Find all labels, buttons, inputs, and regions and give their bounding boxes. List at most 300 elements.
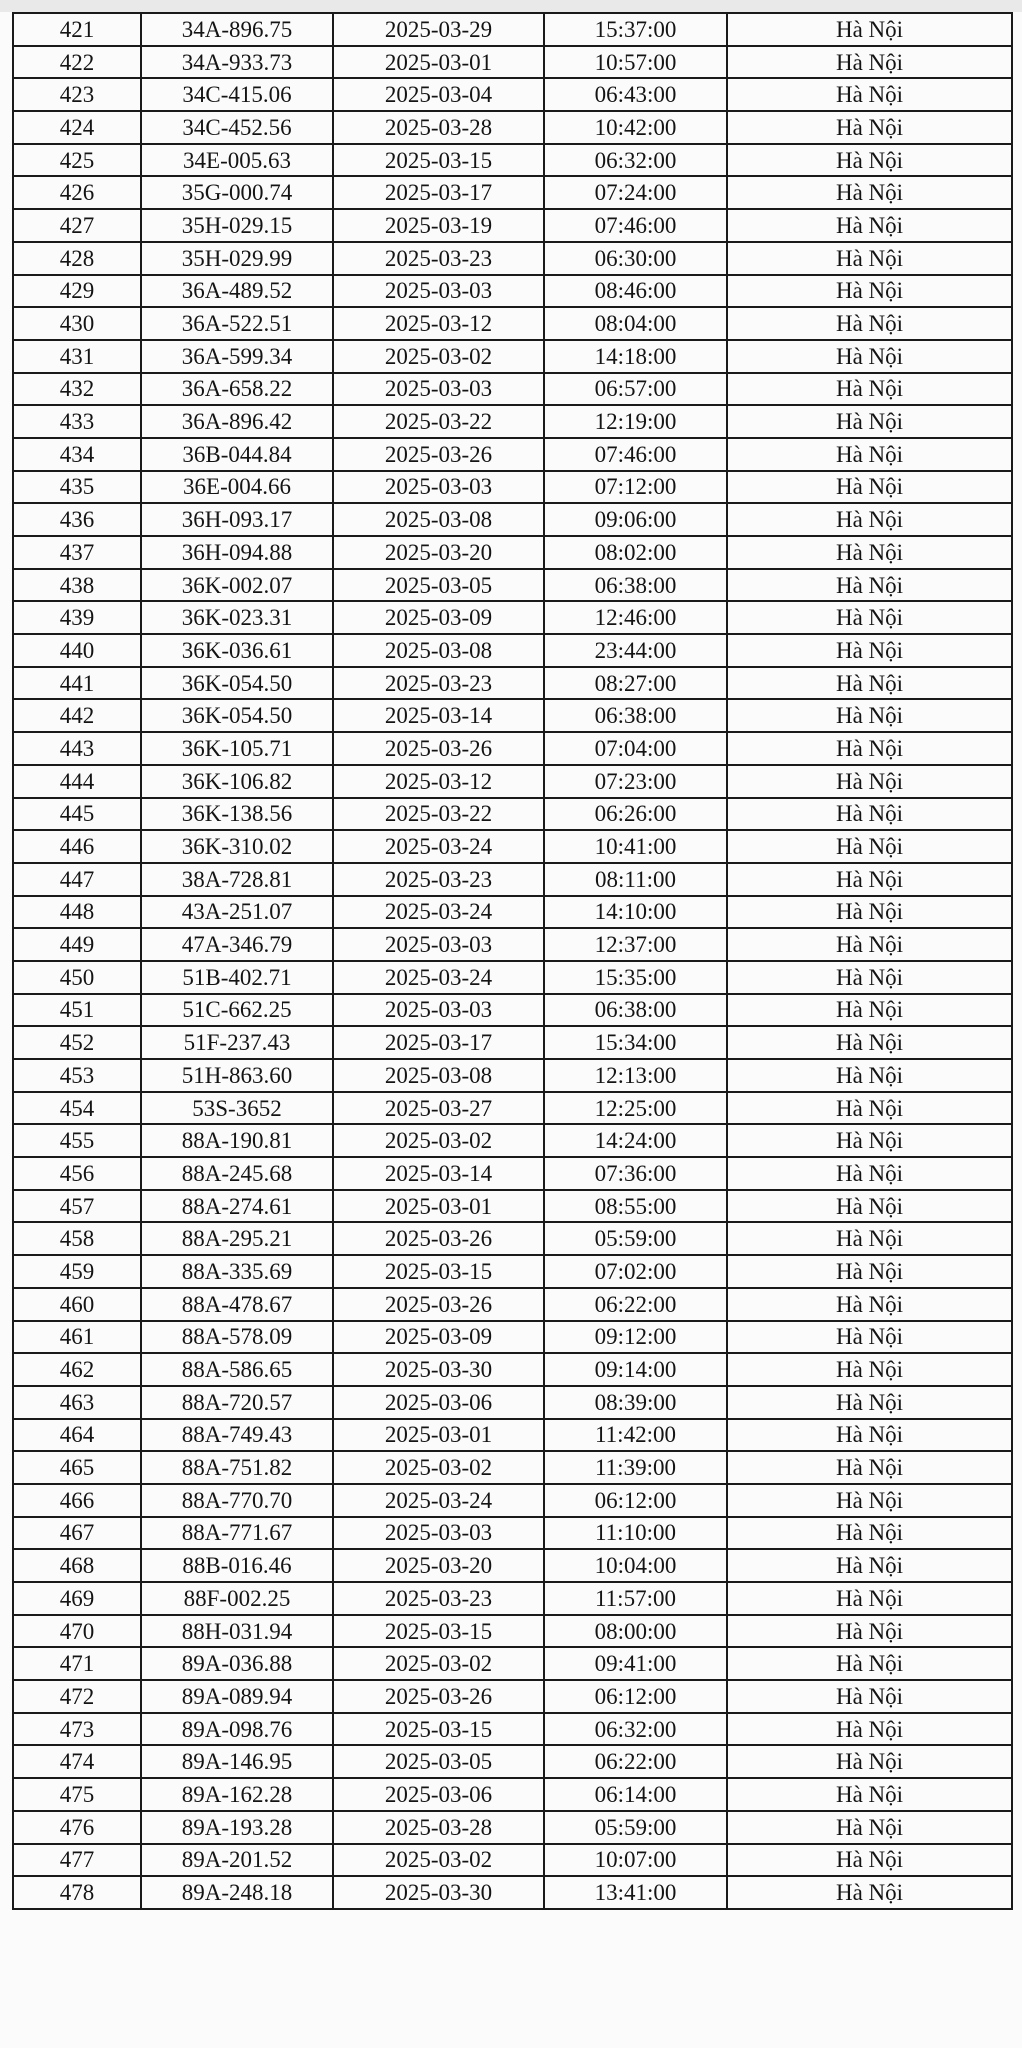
- license-plate-cell: 88B-016.46: [141, 1549, 333, 1582]
- license-plate-cell: 36K-023.31: [141, 601, 333, 634]
- license-plate-cell: 88A-586.65: [141, 1353, 333, 1386]
- location-cell: Hà Nội: [727, 1680, 1012, 1713]
- date-cell: 2025-03-15: [333, 1255, 544, 1288]
- license-plate-cell: 36K-105.71: [141, 732, 333, 765]
- time-cell: 07:46:00: [544, 209, 727, 242]
- table-row: [13, 471, 1012, 504]
- date-cell: 2025-03-30: [333, 1876, 544, 1909]
- time-cell: 10:41:00: [544, 830, 727, 863]
- table-row: [13, 503, 1012, 536]
- table-row: [13, 1745, 1012, 1778]
- date-cell: 2025-03-26: [333, 1680, 544, 1713]
- license-plate-cell: 36H-094.88: [141, 536, 333, 569]
- table-row: [13, 1615, 1012, 1648]
- table-row: [13, 1778, 1012, 1811]
- location-cell: Hà Nội: [727, 667, 1012, 700]
- date-cell: 2025-03-15: [333, 1713, 544, 1746]
- license-plate-cell: 88A-720.57: [141, 1386, 333, 1419]
- time-cell: 10:04:00: [544, 1549, 727, 1582]
- table-row: [13, 1680, 1012, 1713]
- date-cell: 2025-03-22: [333, 798, 544, 831]
- location-cell: Hà Nội: [727, 438, 1012, 471]
- date-cell: 2025-03-15: [333, 144, 544, 177]
- time-cell: 12:46:00: [544, 601, 727, 634]
- time-cell: 06:43:00: [544, 78, 727, 111]
- time-cell: 14:24:00: [544, 1124, 727, 1157]
- table-row: [13, 405, 1012, 438]
- location-cell: Hà Nội: [727, 699, 1012, 732]
- time-cell: 06:26:00: [544, 798, 727, 831]
- license-plate-cell: 36K-002.07: [141, 569, 333, 602]
- license-plate-cell: 88F-002.25: [141, 1582, 333, 1615]
- location-cell: Hà Nội: [727, 634, 1012, 667]
- table-row: [13, 732, 1012, 765]
- table-row: [13, 1157, 1012, 1190]
- location-cell: Hà Nội: [727, 896, 1012, 929]
- row-number-cell: 450: [13, 961, 141, 994]
- table-row: [13, 569, 1012, 602]
- license-plate-cell: 36A-896.42: [141, 405, 333, 438]
- date-cell: 2025-03-08: [333, 503, 544, 536]
- row-number-cell: 445: [13, 798, 141, 831]
- location-cell: Hà Nội: [727, 961, 1012, 994]
- row-number-cell: 439: [13, 601, 141, 634]
- row-number-cell: 423: [13, 78, 141, 111]
- row-number-cell: 442: [13, 699, 141, 732]
- time-cell: 08:00:00: [544, 1615, 727, 1648]
- location-cell: Hà Nội: [727, 1092, 1012, 1125]
- table-row: [13, 307, 1012, 340]
- time-cell: 06:12:00: [544, 1484, 727, 1517]
- date-cell: 2025-03-12: [333, 307, 544, 340]
- row-number-cell: 429: [13, 275, 141, 308]
- date-cell: 2025-03-20: [333, 536, 544, 569]
- row-number-cell: 459: [13, 1255, 141, 1288]
- license-plate-cell: 35G-000.74: [141, 176, 333, 209]
- time-cell: 06:38:00: [544, 994, 727, 1027]
- time-cell: 15:34:00: [544, 1026, 727, 1059]
- location-cell: Hà Nội: [727, 1549, 1012, 1582]
- time-cell: 07:36:00: [544, 1157, 727, 1190]
- time-cell: 06:14:00: [544, 1778, 727, 1811]
- table-row: [13, 1059, 1012, 1092]
- date-cell: 2025-03-03: [333, 1517, 544, 1550]
- table-row: [13, 830, 1012, 863]
- location-cell: Hà Nội: [727, 209, 1012, 242]
- time-cell: 23:44:00: [544, 634, 727, 667]
- table-row: [13, 765, 1012, 798]
- row-number-cell: 467: [13, 1517, 141, 1550]
- license-plate-cell: 89A-098.76: [141, 1713, 333, 1746]
- table-row: [13, 1517, 1012, 1550]
- date-cell: 2025-03-24: [333, 1484, 544, 1517]
- location-cell: Hà Nội: [727, 1124, 1012, 1157]
- row-number-cell: 466: [13, 1484, 141, 1517]
- table-row: [13, 46, 1012, 79]
- location-cell: Hà Nội: [727, 1321, 1012, 1354]
- row-number-cell: 472: [13, 1680, 141, 1713]
- license-plate-cell: 89A-146.95: [141, 1745, 333, 1778]
- row-number-cell: 478: [13, 1876, 141, 1909]
- license-plate-cell: 88A-295.21: [141, 1222, 333, 1255]
- time-cell: 09:41:00: [544, 1647, 727, 1680]
- violation-table: [12, 12, 1013, 1910]
- time-cell: 08:04:00: [544, 307, 727, 340]
- row-number-cell: 448: [13, 896, 141, 929]
- row-number-cell: 432: [13, 373, 141, 406]
- row-number-cell: 434: [13, 438, 141, 471]
- location-cell: Hà Nội: [727, 503, 1012, 536]
- table-row: [13, 667, 1012, 700]
- table-row: [13, 1549, 1012, 1582]
- table-row: [13, 373, 1012, 406]
- time-cell: 08:46:00: [544, 275, 727, 308]
- location-cell: Hà Nội: [727, 765, 1012, 798]
- row-number-cell: 424: [13, 111, 141, 144]
- row-number-cell: 453: [13, 1059, 141, 1092]
- date-cell: 2025-03-15: [333, 1615, 544, 1648]
- row-number-cell: 470: [13, 1615, 141, 1648]
- row-number-cell: 427: [13, 209, 141, 242]
- license-plate-cell: 88A-751.82: [141, 1451, 333, 1484]
- table-row: [13, 994, 1012, 1027]
- time-cell: 07:02:00: [544, 1255, 727, 1288]
- date-cell: 2025-03-02: [333, 1844, 544, 1877]
- location-cell: Hà Nội: [727, 1386, 1012, 1419]
- license-plate-cell: 47A-346.79: [141, 928, 333, 961]
- license-plate-cell: 35H-029.99: [141, 242, 333, 275]
- location-cell: Hà Nội: [727, 307, 1012, 340]
- location-cell: Hà Nội: [727, 46, 1012, 79]
- row-number-cell: 444: [13, 765, 141, 798]
- location-cell: Hà Nội: [727, 1615, 1012, 1648]
- time-cell: 10:07:00: [544, 1844, 727, 1877]
- row-number-cell: 455: [13, 1124, 141, 1157]
- date-cell: 2025-03-02: [333, 1647, 544, 1680]
- location-cell: Hà Nội: [727, 176, 1012, 209]
- time-cell: 06:22:00: [544, 1745, 727, 1778]
- license-plate-cell: 36E-004.66: [141, 471, 333, 504]
- time-cell: 11:39:00: [544, 1451, 727, 1484]
- row-number-cell: 456: [13, 1157, 141, 1190]
- location-cell: Hà Nội: [727, 1157, 1012, 1190]
- row-number-cell: 425: [13, 144, 141, 177]
- table-row: [13, 1190, 1012, 1223]
- location-cell: Hà Nội: [727, 340, 1012, 373]
- license-plate-cell: 51B-402.71: [141, 961, 333, 994]
- location-cell: Hà Nội: [727, 1745, 1012, 1778]
- time-cell: 11:42:00: [544, 1419, 727, 1452]
- location-cell: Hà Nội: [727, 242, 1012, 275]
- location-cell: Hà Nội: [727, 1713, 1012, 1746]
- table-row: [13, 1255, 1012, 1288]
- license-plate-cell: 36K-054.50: [141, 699, 333, 732]
- row-number-cell: 428: [13, 242, 141, 275]
- date-cell: 2025-03-03: [333, 928, 544, 961]
- location-cell: Hà Nội: [727, 111, 1012, 144]
- location-cell: Hà Nội: [727, 1582, 1012, 1615]
- location-cell: Hà Nội: [727, 1484, 1012, 1517]
- time-cell: 06:38:00: [544, 699, 727, 732]
- license-plate-cell: 51F-237.43: [141, 1026, 333, 1059]
- row-number-cell: 454: [13, 1092, 141, 1125]
- license-plate-cell: 88A-335.69: [141, 1255, 333, 1288]
- license-plate-cell: 51C-662.25: [141, 994, 333, 1027]
- license-plate-cell: 36A-658.22: [141, 373, 333, 406]
- time-cell: 08:27:00: [544, 667, 727, 700]
- license-plate-cell: 89A-193.28: [141, 1811, 333, 1844]
- location-cell: Hà Nội: [727, 1876, 1012, 1909]
- table-row: [13, 536, 1012, 569]
- date-cell: 2025-03-22: [333, 405, 544, 438]
- table-row: [13, 634, 1012, 667]
- table-row: [13, 209, 1012, 242]
- date-cell: 2025-03-24: [333, 961, 544, 994]
- row-number-cell: 440: [13, 634, 141, 667]
- location-cell: Hà Nội: [727, 1517, 1012, 1550]
- date-cell: 2025-03-12: [333, 765, 544, 798]
- time-cell: 13:41:00: [544, 1876, 727, 1909]
- date-cell: 2025-03-27: [333, 1092, 544, 1125]
- table-row: [13, 601, 1012, 634]
- table-row: [13, 1811, 1012, 1844]
- license-plate-cell: 88A-578.09: [141, 1321, 333, 1354]
- table-row: [13, 896, 1012, 929]
- license-plate-cell: 36K-138.56: [141, 798, 333, 831]
- location-cell: Hà Nội: [727, 601, 1012, 634]
- row-number-cell: 465: [13, 1451, 141, 1484]
- license-plate-cell: 34E-005.63: [141, 144, 333, 177]
- time-cell: 09:14:00: [544, 1353, 727, 1386]
- location-cell: Hà Nội: [727, 863, 1012, 896]
- table-row: [13, 1353, 1012, 1386]
- date-cell: 2025-03-05: [333, 1745, 544, 1778]
- license-plate-cell: 53S-3652: [141, 1092, 333, 1125]
- location-cell: Hà Nội: [727, 830, 1012, 863]
- date-cell: 2025-03-14: [333, 699, 544, 732]
- date-cell: 2025-03-24: [333, 896, 544, 929]
- location-cell: Hà Nội: [727, 1059, 1012, 1092]
- location-cell: Hà Nội: [727, 732, 1012, 765]
- date-cell: 2025-03-08: [333, 1059, 544, 1092]
- table-row: [13, 242, 1012, 275]
- date-cell: 2025-03-19: [333, 209, 544, 242]
- license-plate-cell: 36A-522.51: [141, 307, 333, 340]
- time-cell: 10:57:00: [544, 46, 727, 79]
- date-cell: 2025-03-23: [333, 863, 544, 896]
- license-plate-cell: 88A-771.67: [141, 1517, 333, 1550]
- date-cell: 2025-03-01: [333, 1419, 544, 1452]
- time-cell: 06:30:00: [544, 242, 727, 275]
- row-number-cell: 460: [13, 1288, 141, 1321]
- time-cell: 07:46:00: [544, 438, 727, 471]
- license-plate-cell: 89A-036.88: [141, 1647, 333, 1680]
- table-row: [13, 111, 1012, 144]
- date-cell: 2025-03-03: [333, 471, 544, 504]
- date-cell: 2025-03-17: [333, 176, 544, 209]
- date-cell: 2025-03-17: [333, 1026, 544, 1059]
- time-cell: 05:59:00: [544, 1811, 727, 1844]
- table-row: [13, 1844, 1012, 1877]
- date-cell: 2025-03-14: [333, 1157, 544, 1190]
- time-cell: 06:38:00: [544, 569, 727, 602]
- table-row: [13, 1386, 1012, 1419]
- location-cell: Hà Nội: [727, 471, 1012, 504]
- license-plate-cell: 38A-728.81: [141, 863, 333, 896]
- license-plate-cell: 51H-863.60: [141, 1059, 333, 1092]
- date-cell: 2025-03-02: [333, 1124, 544, 1157]
- time-cell: 10:42:00: [544, 111, 727, 144]
- license-plate-cell: 89A-201.52: [141, 1844, 333, 1877]
- license-plate-cell: 88A-245.68: [141, 1157, 333, 1190]
- location-cell: Hà Nội: [727, 275, 1012, 308]
- date-cell: 2025-03-05: [333, 569, 544, 602]
- table-row: [13, 1876, 1012, 1909]
- date-cell: 2025-03-29: [333, 13, 544, 46]
- top-edge-strip: [0, 0, 1022, 12]
- location-cell: Hà Nội: [727, 994, 1012, 1027]
- date-cell: 2025-03-09: [333, 1321, 544, 1354]
- table-row: [13, 1484, 1012, 1517]
- table-row: [13, 13, 1012, 46]
- table-row: [13, 1451, 1012, 1484]
- row-number-cell: 433: [13, 405, 141, 438]
- row-number-cell: 463: [13, 1386, 141, 1419]
- time-cell: 07:23:00: [544, 765, 727, 798]
- row-number-cell: 476: [13, 1811, 141, 1844]
- row-number-cell: 437: [13, 536, 141, 569]
- location-cell: Hà Nội: [727, 928, 1012, 961]
- location-cell: Hà Nội: [727, 1222, 1012, 1255]
- row-number-cell: 436: [13, 503, 141, 536]
- table-row: [13, 275, 1012, 308]
- license-plate-cell: 36K-106.82: [141, 765, 333, 798]
- row-number-cell: 451: [13, 994, 141, 1027]
- row-number-cell: 462: [13, 1353, 141, 1386]
- time-cell: 07:12:00: [544, 471, 727, 504]
- row-number-cell: 447: [13, 863, 141, 896]
- location-cell: Hà Nội: [727, 536, 1012, 569]
- license-plate-cell: 89A-162.28: [141, 1778, 333, 1811]
- time-cell: 11:10:00: [544, 1517, 727, 1550]
- time-cell: 09:06:00: [544, 503, 727, 536]
- location-cell: Hà Nội: [727, 144, 1012, 177]
- row-number-cell: 443: [13, 732, 141, 765]
- row-number-cell: 464: [13, 1419, 141, 1452]
- license-plate-cell: 36B-044.84: [141, 438, 333, 471]
- location-cell: Hà Nội: [727, 1190, 1012, 1223]
- row-number-cell: 438: [13, 569, 141, 602]
- date-cell: 2025-03-26: [333, 1288, 544, 1321]
- row-number-cell: 430: [13, 307, 141, 340]
- time-cell: 06:57:00: [544, 373, 727, 406]
- row-number-cell: 475: [13, 1778, 141, 1811]
- table-body: [13, 13, 1012, 1909]
- table-row: [13, 863, 1012, 896]
- location-cell: Hà Nội: [727, 13, 1012, 46]
- row-number-cell: 477: [13, 1844, 141, 1877]
- time-cell: 08:11:00: [544, 863, 727, 896]
- table-row: [13, 1582, 1012, 1615]
- table-row: [13, 438, 1012, 471]
- date-cell: 2025-03-09: [333, 601, 544, 634]
- time-cell: 14:10:00: [544, 896, 727, 929]
- license-plate-cell: 36K-054.50: [141, 667, 333, 700]
- row-number-cell: 422: [13, 46, 141, 79]
- time-cell: 15:35:00: [544, 961, 727, 994]
- date-cell: 2025-03-24: [333, 830, 544, 863]
- location-cell: Hà Nội: [727, 798, 1012, 831]
- time-cell: 08:55:00: [544, 1190, 727, 1223]
- date-cell: 2025-03-03: [333, 275, 544, 308]
- time-cell: 06:12:00: [544, 1680, 727, 1713]
- license-plate-cell: 88A-770.70: [141, 1484, 333, 1517]
- table-row: [13, 928, 1012, 961]
- location-cell: Hà Nội: [727, 1647, 1012, 1680]
- date-cell: 2025-03-23: [333, 667, 544, 700]
- license-plate-cell: 36A-599.34: [141, 340, 333, 373]
- table-row: [13, 1092, 1012, 1125]
- license-plate-cell: 88A-190.81: [141, 1124, 333, 1157]
- table-row: [13, 1288, 1012, 1321]
- date-cell: 2025-03-02: [333, 1451, 544, 1484]
- table-row: [13, 1321, 1012, 1354]
- row-number-cell: 474: [13, 1745, 141, 1778]
- date-cell: 2025-03-20: [333, 1549, 544, 1582]
- time-cell: 06:32:00: [544, 144, 727, 177]
- table-row: [13, 1419, 1012, 1452]
- license-plate-cell: 34A-896.75: [141, 13, 333, 46]
- time-cell: 12:13:00: [544, 1059, 727, 1092]
- location-cell: Hà Nội: [727, 1778, 1012, 1811]
- time-cell: 12:37:00: [544, 928, 727, 961]
- date-cell: 2025-03-26: [333, 1222, 544, 1255]
- time-cell: 14:18:00: [544, 340, 727, 373]
- location-cell: Hà Nội: [727, 1288, 1012, 1321]
- location-cell: Hà Nội: [727, 569, 1012, 602]
- table-row: [13, 144, 1012, 177]
- row-number-cell: 457: [13, 1190, 141, 1223]
- date-cell: 2025-03-26: [333, 438, 544, 471]
- location-cell: Hà Nội: [727, 373, 1012, 406]
- license-plate-cell: 89A-248.18: [141, 1876, 333, 1909]
- time-cell: 08:02:00: [544, 536, 727, 569]
- time-cell: 12:19:00: [544, 405, 727, 438]
- location-cell: Hà Nội: [727, 1811, 1012, 1844]
- location-cell: Hà Nội: [727, 1255, 1012, 1288]
- license-plate-cell: 88A-749.43: [141, 1419, 333, 1452]
- license-plate-cell: 34C-415.06: [141, 78, 333, 111]
- location-cell: Hà Nội: [727, 1353, 1012, 1386]
- table-row: [13, 961, 1012, 994]
- date-cell: 2025-03-28: [333, 1811, 544, 1844]
- table-row: [13, 1124, 1012, 1157]
- location-cell: Hà Nội: [727, 1026, 1012, 1059]
- license-plate-cell: 89A-089.94: [141, 1680, 333, 1713]
- table-row: [13, 1026, 1012, 1059]
- table-row: [13, 176, 1012, 209]
- date-cell: 2025-03-30: [333, 1353, 544, 1386]
- license-plate-cell: 34A-933.73: [141, 46, 333, 79]
- date-cell: 2025-03-01: [333, 46, 544, 79]
- row-number-cell: 441: [13, 667, 141, 700]
- location-cell: Hà Nội: [727, 1419, 1012, 1452]
- date-cell: 2025-03-01: [333, 1190, 544, 1223]
- table-row: [13, 340, 1012, 373]
- date-cell: 2025-03-03: [333, 994, 544, 1027]
- license-plate-cell: 88A-478.67: [141, 1288, 333, 1321]
- date-cell: 2025-03-04: [333, 78, 544, 111]
